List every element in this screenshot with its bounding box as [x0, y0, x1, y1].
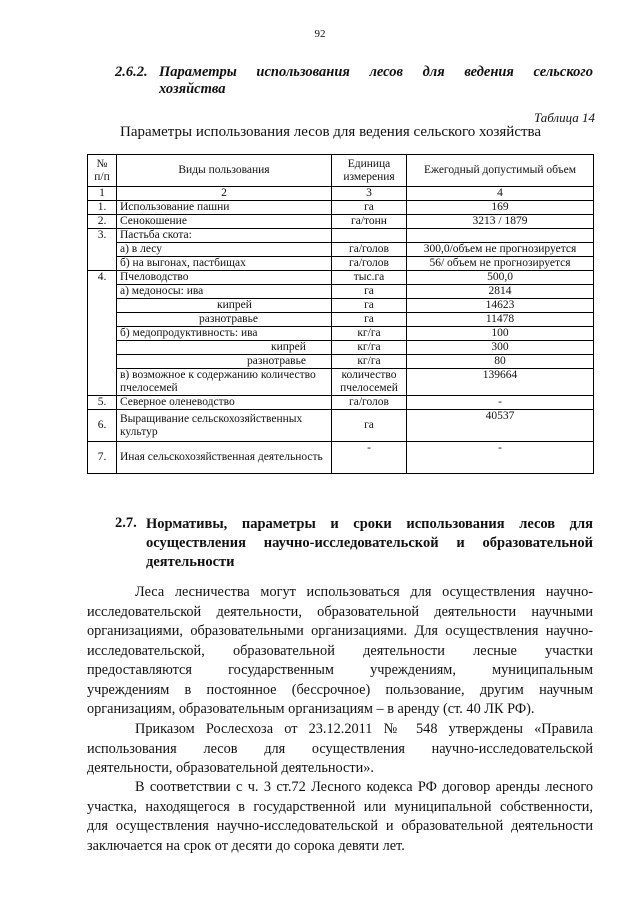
- text-line: заключается на срок от десяти до сорока девяти лет.: [87, 837, 405, 854]
- text-line: Леса лесничества могут использоваться для осуществления научно-: [135, 584, 593, 600]
- row-name: Пчеловодство: [117, 271, 332, 285]
- table-row: [88, 257, 594, 271]
- text-line: исследовательской деятельности, образовательной деятельности научными: [87, 603, 593, 620]
- row-unit: га/тонн: [332, 215, 407, 229]
- text-line: организациями, образовательными организациями. Для осуществления научно-: [87, 623, 593, 639]
- row-number: 3.: [88, 229, 117, 271]
- table-row: [88, 369, 594, 396]
- row-unit: га: [332, 313, 407, 327]
- row-name: б) медопродуктивность: ива: [117, 327, 332, 341]
- text-line: исследовательской, образовательной деятельности лесные участки: [87, 642, 593, 659]
- row-unit: га/голов: [332, 396, 407, 410]
- text-line: участка, находящегося в государственной или муниципальной собственности,: [87, 798, 593, 815]
- page-number: 92: [314, 28, 326, 40]
- row-value: -: [407, 442, 594, 474]
- row-value: 169: [407, 201, 594, 215]
- row-name: кипрей: [117, 341, 332, 355]
- row-number: 4.: [88, 271, 117, 396]
- row-unit: кг/га: [332, 355, 407, 369]
- row-unit: -: [332, 442, 407, 474]
- row-value: [407, 229, 594, 243]
- row-name: кипрей: [117, 299, 332, 313]
- table-row: [88, 299, 594, 313]
- column-number: 1: [88, 187, 117, 201]
- table-row: [88, 442, 594, 474]
- table-row: [88, 396, 594, 410]
- column-number: 4: [407, 187, 594, 201]
- table-caption: Таблица 14: [533, 110, 595, 125]
- row-name: Использование пашни: [117, 201, 332, 215]
- row-name: в) возможное к содержанию количество пчелосемей: [117, 369, 332, 396]
- column-number: 2: [117, 187, 332, 201]
- text-line: учреждениям в постоянное (бессрочное) пользование, другим научным: [87, 681, 593, 698]
- header-cell: Виды пользования: [117, 155, 332, 187]
- row-unit: га: [332, 410, 407, 442]
- row-name: разнотравье: [117, 313, 332, 327]
- row-name: а) в лесу: [117, 243, 332, 257]
- table-row: [88, 313, 594, 327]
- row-unit: га/голов: [332, 257, 407, 271]
- row-number: 7.: [88, 442, 117, 474]
- column-number: 3: [332, 187, 407, 201]
- table-row: [88, 215, 594, 229]
- table-row: [88, 410, 594, 442]
- row-value: 80: [407, 355, 594, 369]
- row-name: Сенокошение: [117, 215, 332, 229]
- paragraph-2: [87, 720, 593, 779]
- row-name: б) на выгонах, пастбищах: [117, 257, 332, 271]
- row-value: 139664: [407, 369, 594, 396]
- row-name: Иная сельскохозяйственная деятельность: [117, 442, 332, 474]
- text-line: для осуществления научно-исследовательской и образовательной деятельности: [87, 818, 593, 834]
- table-row: [88, 271, 594, 285]
- text-line: деятельности, образовательной деятельности».: [87, 760, 374, 776]
- section-title-line2: хозяйства: [159, 81, 226, 97]
- text-line: предоставляются государственным учреждениям, муниципальным: [87, 662, 593, 678]
- forest-use-parameters-table: [87, 154, 594, 474]
- header-cell: № п/п: [88, 155, 117, 187]
- table-row: [88, 285, 594, 299]
- row-value: 300,0/объем не прогнозируется: [407, 243, 594, 257]
- row-name: Северное оленеводство: [117, 396, 332, 410]
- text-line: В соответствии с ч. 3 ст.72 Лесного кодекса РФ договор аренды лесного: [135, 779, 593, 795]
- row-value: 56/ объем не прогнозируется: [407, 257, 594, 271]
- row-unit: га: [332, 201, 407, 215]
- table-title: Параметры использования лесов для ведения сельского хозяйства: [120, 124, 542, 140]
- row-name: Пастьба скота:: [117, 229, 332, 243]
- table-row: [88, 327, 594, 341]
- table-row: [88, 229, 594, 243]
- row-number: 5.: [88, 396, 117, 410]
- row-value: 300: [407, 341, 594, 355]
- row-unit: [332, 229, 407, 243]
- table-row: [88, 341, 594, 355]
- row-unit: га/голов: [332, 243, 407, 257]
- section-title-line2: осуществления научно-исследовательской и образовательной: [146, 535, 593, 551]
- row-unit: тыс.га: [332, 271, 407, 285]
- paragraph-1: [87, 583, 593, 720]
- column-number-row: [88, 187, 594, 201]
- row-number: 2.: [88, 215, 117, 229]
- row-value: 2814: [407, 285, 594, 299]
- row-number: 6.: [88, 410, 117, 442]
- section-title-line3: деятельности: [146, 554, 235, 570]
- header-cell: Единица измерения: [332, 155, 407, 187]
- row-name: а) медоносы: ива: [117, 285, 332, 299]
- text-line: использования лесов для осуществления научно-исследовательской: [87, 740, 593, 757]
- row-value: 100: [407, 327, 594, 341]
- row-value: -: [407, 396, 594, 410]
- table-row: [88, 355, 594, 369]
- row-value: 14623: [407, 299, 594, 313]
- row-name: разнотравье: [117, 355, 332, 369]
- table-header-row: [88, 155, 594, 187]
- row-number: 1.: [88, 201, 117, 215]
- row-unit: кг/га: [332, 327, 407, 341]
- row-value: 11478: [407, 313, 594, 327]
- header-cell: Ежегодный допустимый объем: [407, 155, 594, 187]
- table-row: [88, 243, 594, 257]
- section-number: 2.6.2.: [115, 64, 148, 80]
- row-name: Выращивание сельскохозяйственных культур: [117, 410, 332, 442]
- section-number: 2.7.: [115, 515, 137, 531]
- paragraph-3: [87, 778, 593, 856]
- row-unit: га: [332, 299, 407, 313]
- section-title-line1: Нормативы, параметры и сроки использования лесов для: [146, 516, 593, 532]
- row-value: 3213 / 1879: [407, 215, 594, 229]
- row-unit: га: [332, 285, 407, 299]
- row-unit: кг/га: [332, 341, 407, 355]
- row-value: 40537: [407, 410, 594, 442]
- table-row: [88, 201, 594, 215]
- text-line: организациям, образовательным организациям – в аренду (ст. 40 ЛК РФ).: [87, 701, 535, 717]
- text-line: Приказом Рослесхоза от 23.12.2011 № 548 утверждены «Правила: [135, 721, 593, 737]
- section-title-line1: Параметры использования лесов для ведения сельского: [159, 64, 593, 80]
- row-value: 500,0: [407, 271, 594, 285]
- row-unit: количество пчелосемей: [332, 369, 407, 396]
